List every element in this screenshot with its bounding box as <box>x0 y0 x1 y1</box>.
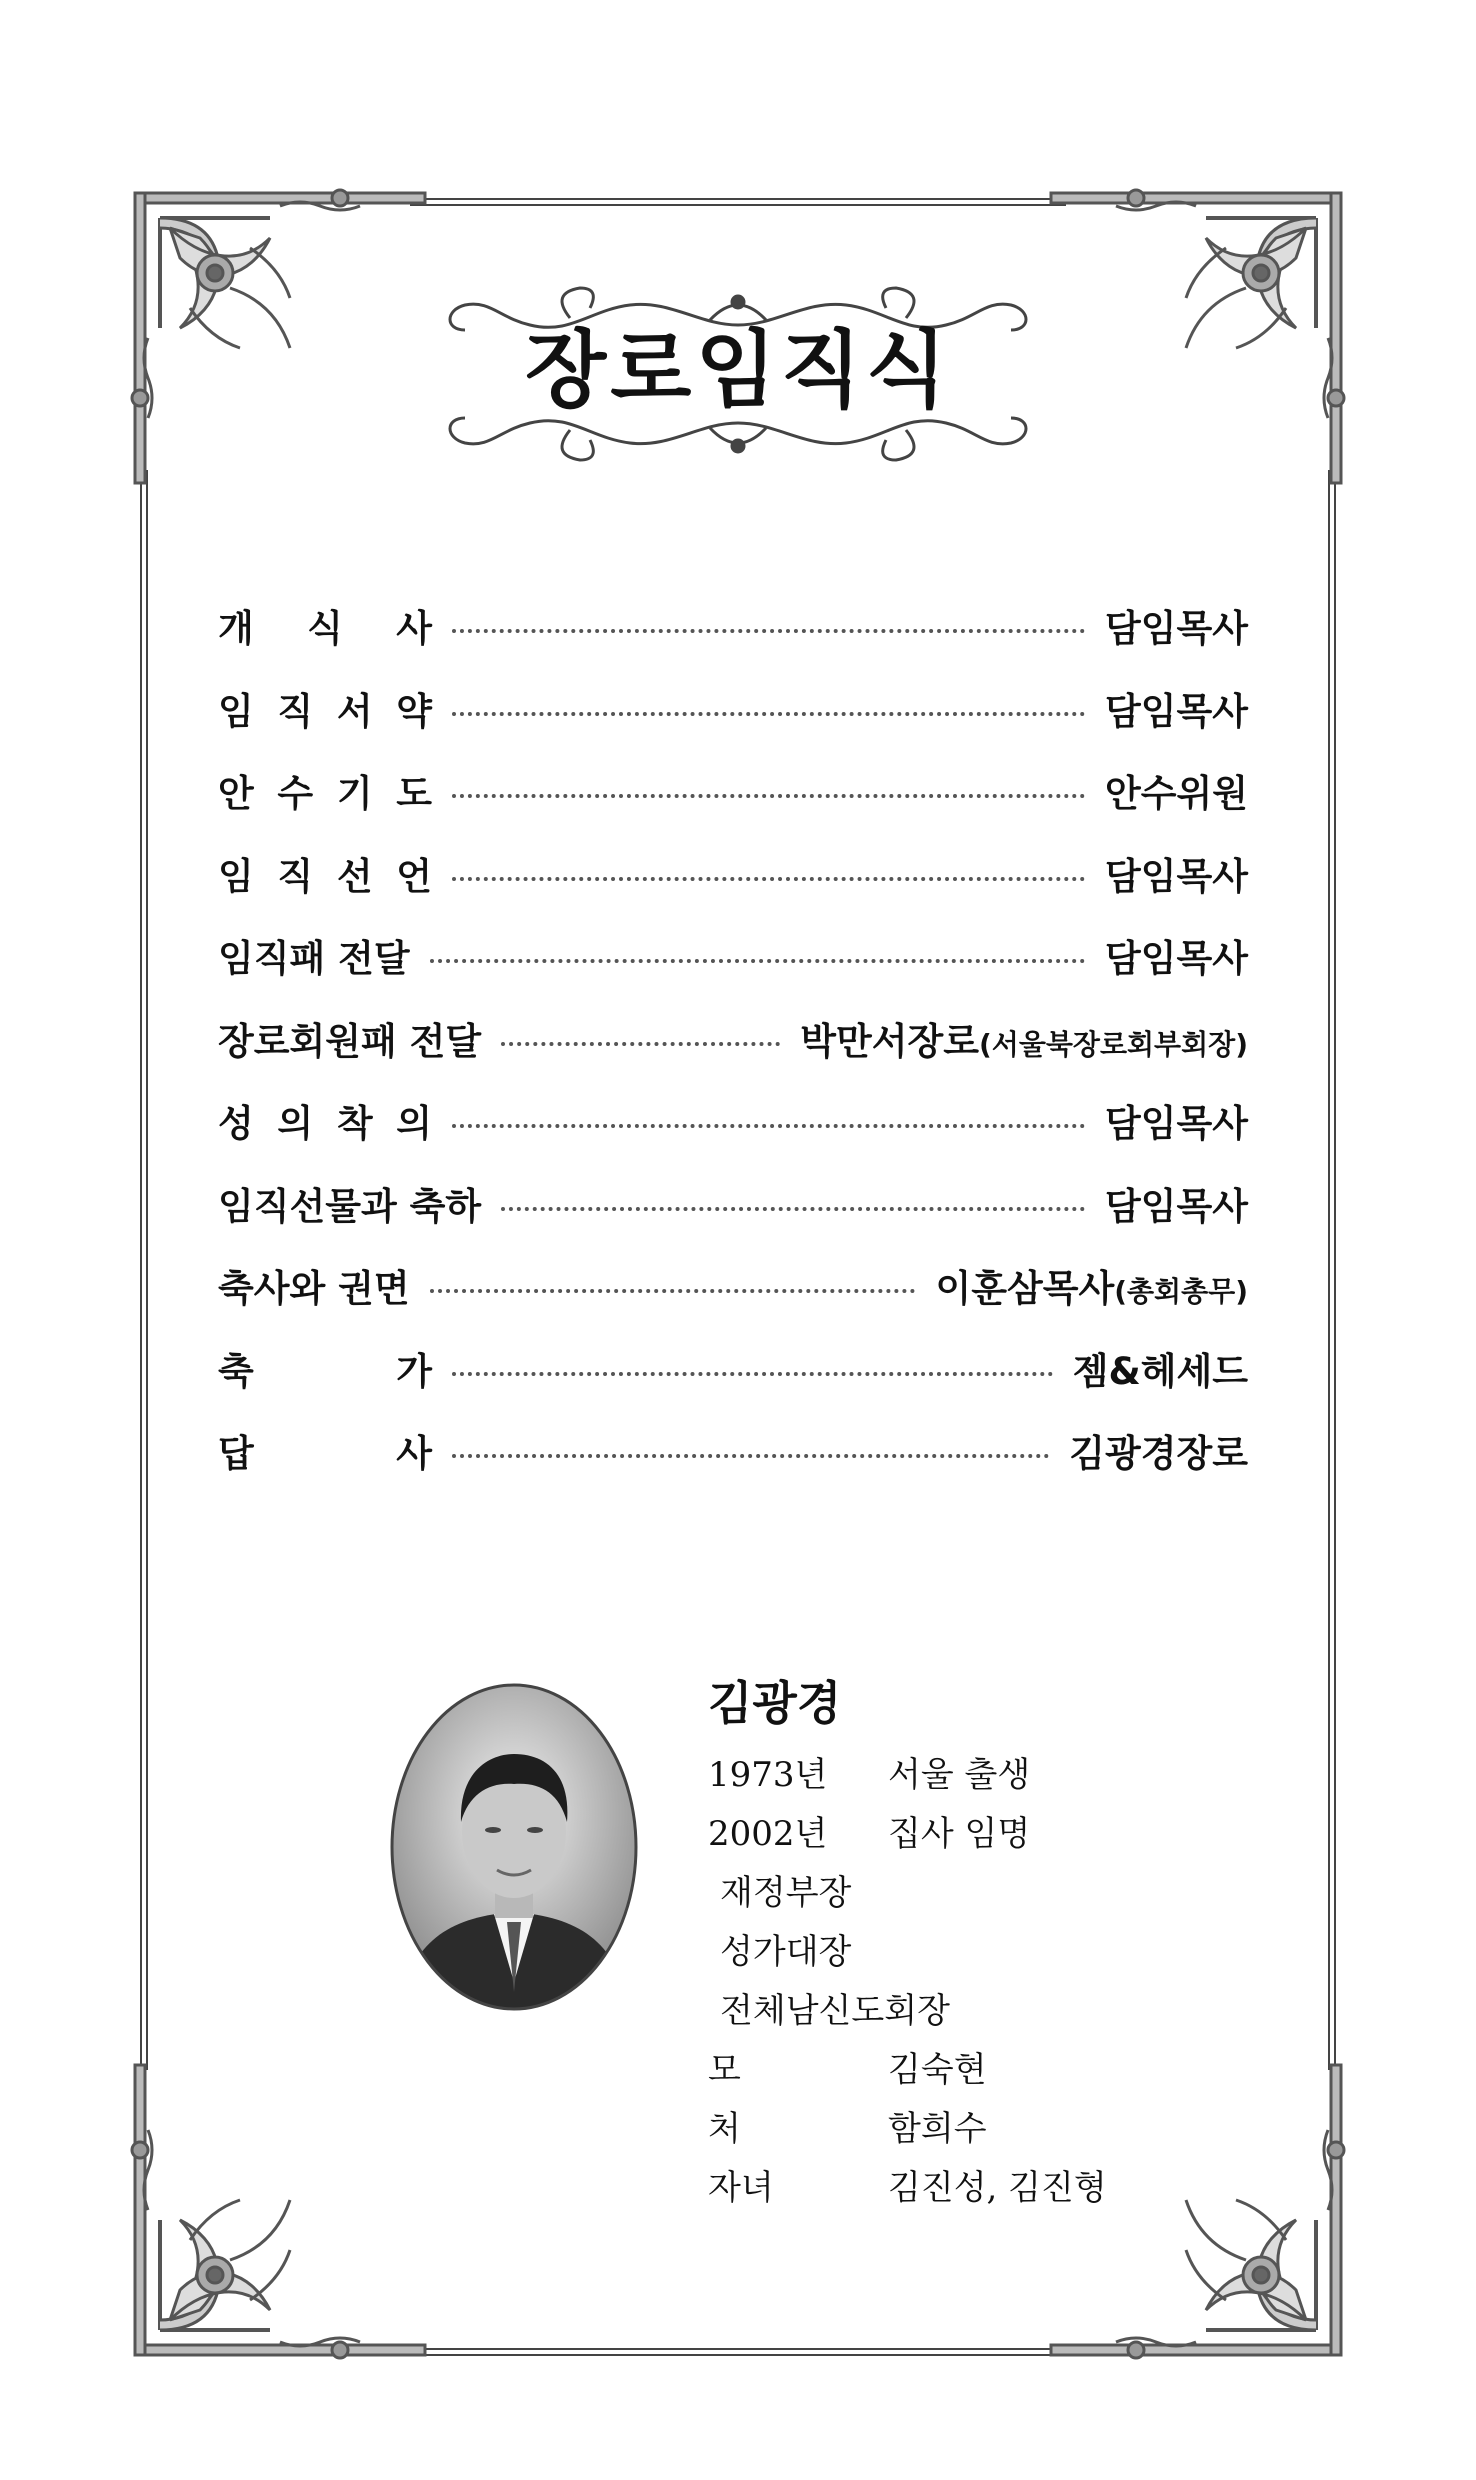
profile-line <box>708 1923 1208 1982</box>
profile-line-key: 모 <box>708 2050 741 2090</box>
dot-leader <box>452 1454 1049 1458</box>
program-item-person <box>1105 846 1248 900</box>
dot-leader <box>452 794 1085 798</box>
dot-leader <box>430 959 1085 963</box>
person-name: 안수위원 <box>1105 772 1248 816</box>
profile-line <box>708 1864 1208 1923</box>
person-name: 담임목사 <box>1105 607 1248 651</box>
program-row <box>218 997 1248 1080</box>
program-item-label: 답 사 <box>218 1432 432 1476</box>
program-item-person <box>1105 1176 1248 1230</box>
program-row <box>218 1244 1248 1327</box>
frame-right-line <box>1328 470 1336 2070</box>
program-item-person <box>800 1011 1248 1065</box>
program-item-label: 임 직 선 언 <box>218 854 432 898</box>
profile-line <box>708 2100 1208 2159</box>
profile-line-value: 김진성, 김진형 <box>888 2168 1107 2208</box>
program-row <box>218 584 1248 667</box>
dot-leader <box>452 1372 1053 1376</box>
program-row <box>218 667 1248 750</box>
program-list <box>218 584 1248 1492</box>
person-name: 이훈삼목사 <box>935 1267 1115 1311</box>
person-note: (총회총무) <box>1114 1275 1248 1309</box>
profile-line-key: 전체남신도회장 <box>720 1991 950 2031</box>
program-item-label: 임 직 서 약 <box>218 689 432 733</box>
dot-leader <box>501 1042 780 1046</box>
profile-line <box>708 2159 1208 2218</box>
program-item-label: 장로회원패 전달 <box>218 1019 482 1063</box>
person-name: 담임목사 <box>1105 689 1248 733</box>
program-item-label: 임직패 전달 <box>218 937 410 981</box>
profile-line-key: 재정부장 <box>720 1873 852 1913</box>
profile-details <box>708 1746 1208 2218</box>
program-row <box>218 1327 1248 1410</box>
program-item-person <box>1105 763 1248 817</box>
person-name: 김광경장로 <box>1069 1432 1248 1476</box>
title-flourish-bottom-icon <box>420 408 1056 468</box>
program-row <box>218 1079 1248 1162</box>
page-title: 장로임직식 <box>525 321 951 419</box>
person-name: 담임목사 <box>1105 1184 1248 1228</box>
dot-leader <box>452 1124 1085 1128</box>
program-item-label: 안 수 기 도 <box>218 772 432 816</box>
program-item-person <box>1105 1093 1248 1147</box>
program-row <box>218 832 1248 915</box>
program-item-person <box>1069 1423 1248 1477</box>
profile-line-key: 1973년 <box>708 1755 828 1795</box>
profile-line-key: 처 <box>708 2109 741 2149</box>
program-row <box>218 914 1248 997</box>
program-item-person <box>935 1258 1248 1312</box>
program-item-label: 임직선물과 축하 <box>218 1184 482 1228</box>
program-item-person <box>1073 1341 1248 1395</box>
program-item-person <box>1105 681 1248 735</box>
program-item-label: 개 식 사 <box>218 607 432 651</box>
program-row <box>218 1162 1248 1245</box>
frame-top-line <box>410 198 1066 206</box>
profile-name: 김광경 <box>708 1676 842 1730</box>
program-row <box>218 749 1248 832</box>
corner-ornament-icon <box>130 2060 430 2360</box>
dot-leader <box>430 1289 916 1293</box>
profile-line-key: 2002년 <box>708 1814 828 1854</box>
person-name: 박만서장로 <box>800 1019 979 1063</box>
profile-line <box>708 1805 1208 1864</box>
program-item-label: 축 가 <box>218 1349 432 1393</box>
profile-line-key: 성가대장 <box>720 1932 852 1972</box>
frame-left-line <box>140 470 148 2070</box>
profile-line-value: 집사 임명 <box>888 1814 1031 1854</box>
profile-line-value: 김숙현 <box>888 2050 987 2090</box>
dot-leader <box>452 712 1085 716</box>
title-block <box>380 280 1096 460</box>
profile-line <box>708 1746 1208 1805</box>
program-row <box>218 1409 1248 1492</box>
frame-bottom-line <box>410 2348 1066 2356</box>
profile-line-value: 함희수 <box>888 2109 987 2149</box>
person-name: 담임목사 <box>1105 1102 1248 1146</box>
person-name: 담임목사 <box>1105 937 1248 981</box>
program-item-label: 축사와 권면 <box>218 1267 410 1311</box>
person-note: (서울북장로회부회장) <box>978 1027 1248 1061</box>
program-item-person <box>1105 598 1248 652</box>
program-item-person <box>1105 928 1248 982</box>
portrait-photo <box>389 1682 639 2012</box>
person-name: 담임목사 <box>1105 854 1248 898</box>
dot-leader <box>452 877 1085 881</box>
dot-leader <box>452 629 1085 633</box>
person-name: 젬&헤세드 <box>1072 1349 1248 1393</box>
profile-line-value: 서울 출생 <box>888 1755 1031 1795</box>
dot-leader <box>501 1207 1085 1211</box>
program-item-label: 성 의 착 의 <box>218 1102 432 1146</box>
profile-line <box>708 1982 1208 2041</box>
profile-line <box>708 2041 1208 2100</box>
profile-block <box>708 1660 1208 2218</box>
profile-line-key: 자녀 <box>708 2168 774 2208</box>
